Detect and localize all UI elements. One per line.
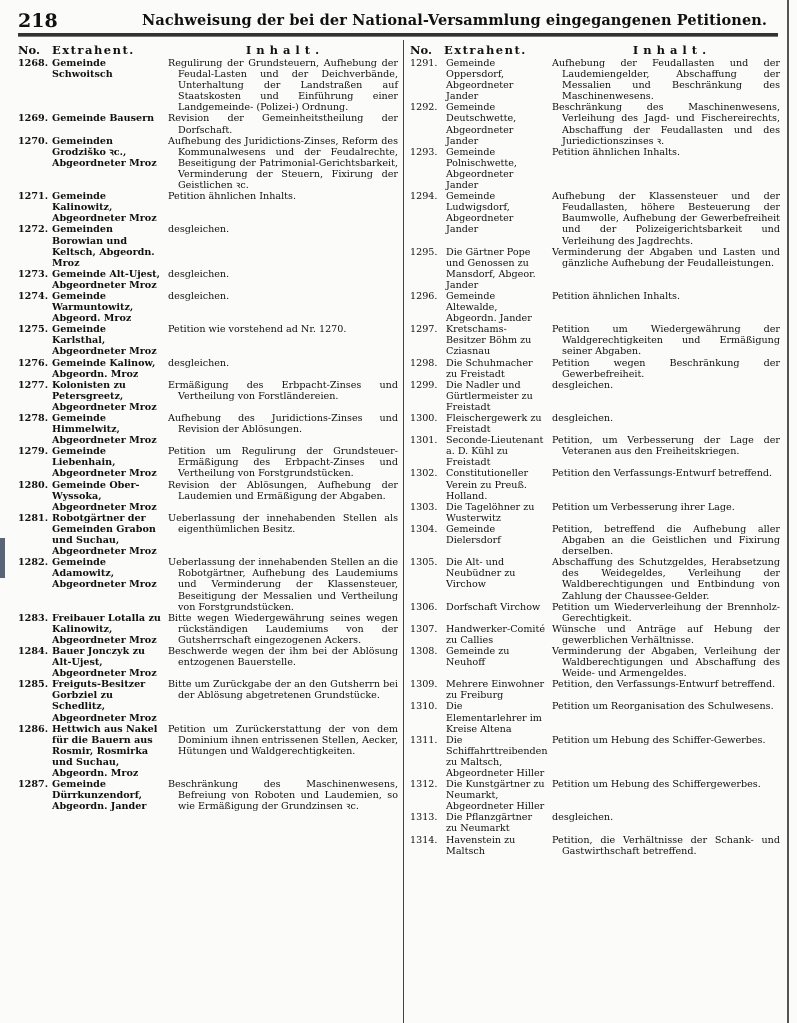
header-inhalt: Inhalt. [245,43,325,57]
entry-extrahent: Die Nadler und Gürtlermeister zu Freistadt [446,379,533,413]
entry-number: 1314. [410,834,438,846]
entry-number: 1297. [410,324,438,336]
entry-number: 1269. [18,113,49,125]
entry-inhalt: Petition um Wiedergewährung der Waldgerechtigkeiten und Ermäßigung seiner Abgaben. [552,324,780,358]
entry-extrahent: Gemeinde Schwoitsch [52,58,113,81]
table-row [18,557,398,612]
entry-inhalt: Petition wegen Beschränkung der Gewerbefreiheit. [552,357,780,380]
entry-number: 1313. [410,812,438,824]
entry-extrahent: Die Elementarlehrer im Kreise Altena [446,701,542,735]
entry-number: 1303. [410,501,438,513]
entry-inhalt: Petition um Regulirung der Grundsteuer-Ermäßigung des Erbpacht-Zinses und Vertheilung von Forstgrundstücken. [168,446,398,480]
right-border [787,0,789,1023]
entry-inhalt: Petition ähnlichen Inhalts. [552,146,680,158]
entry-number: 1312. [410,779,438,791]
entry-inhalt: Verminderung der Abgaben, Verleihung der Waldberechtigungen und Abschaffung des Weide- und Armengeldes. [552,645,780,680]
entry-extrahent: Gemeinde Ober-Wyssoka, Abgeordneter Mroz [52,479,157,513]
entry-extrahent: Gemeinde Polnischwette, Abgeordneter Jander [446,146,517,192]
page-title: Nachweisung der bei der National-Versammlung eingegangenen Petitionen. [142,12,768,29]
table-row [18,191,398,224]
entry-extrahent: Gemeinden Grodziško ꝛc., Abgeordneter Mroz [52,135,157,169]
entry-extrahent: Gemeinde Dürrkunzendorf, Abgeordn. Jander [52,779,147,813]
column-divider [403,40,404,1023]
entry-extrahent: Gemeinde Bausern [52,113,155,125]
entry-extrahent: Gemeinde Dielersdorf [446,523,501,547]
table-row [18,291,398,324]
table-row [410,291,780,324]
table-row [18,446,398,479]
entry-number: 1294. [410,191,438,203]
entry-number: 1287. [18,779,49,791]
entry-number: 1268. [18,58,49,69]
table-row [410,247,780,291]
entry-inhalt: Petition um Reorganisation des Schulwesens. [552,701,774,713]
entry-inhalt: Aufhebung der Klassensteuer und der Feudallasten, höhere Besteuerung der Baumwolle, Aufhebung der Gewerbefreiheit und der Polizeigerichtsbarkeit und Verleihung des Jagdrechts. [552,191,780,247]
entry-number: 1281. [18,512,49,524]
table-row [18,413,398,446]
entry-inhalt: desgleichen. [168,290,230,302]
table-row [18,646,398,679]
table-row [18,324,398,357]
entry-inhalt: desgleichen. [552,812,614,824]
table-row [18,113,398,135]
entry-extrahent: Fleischergewerk zu Freistadt [446,413,542,436]
table-row [18,679,398,723]
entry-number: 1275. [18,324,49,336]
entry-inhalt: Regulirung der Grundsteuern, Aufhebung der Feudal-Lasten und der Deichverbände, Unterhaltung der Landstraßen auf Staatskosten und Einführung einer Landgemeinde- (Polizei-) Ordnung. [168,58,398,114]
entry-inhalt: Petition, betreffend die Aufhebung aller Abgaben an die Geistlichen und Fixirung derselben. [552,523,780,558]
table-row [18,724,398,779]
entry-inhalt: Revision der Gemeinheitstheilung der Dorfschaft. [168,113,398,136]
entry-number: 1280. [18,479,49,491]
entry-inhalt: Petition um Hebung des Schiffergewerbes. [552,779,761,791]
entry-number: 1295. [410,246,438,258]
table-row [18,380,398,413]
entry-inhalt: desgleichen. [552,413,614,424]
entry-extrahent: Constitutioneller Verein zu Preuß. Holland. [446,468,529,502]
entry-number: 1296. [410,290,438,302]
table-row [18,358,398,380]
entry-number: 1299. [410,379,438,391]
entry-number: 1308. [410,645,438,657]
table-row [410,102,780,146]
entry-extrahent: Gemeinde Adamowitz, Abgeordneter Mroz [52,557,157,591]
left-edge-mark [0,538,5,578]
entry-number: 1306. [410,601,438,613]
table-row [18,513,398,557]
entry-inhalt: Aufhebung des Juridictions-Zinses und Revision der Ablösungen. [168,413,398,436]
table-row [18,224,398,268]
table-row [410,468,780,501]
entry-number: 1273. [18,268,49,280]
entry-inhalt: desgleichen. [168,268,230,280]
header-no: No. [18,43,40,57]
table-row [18,480,398,513]
entry-extrahent: Bauer Jonczyk zu Alt-Ujest, Abgeordneter Mroz [52,645,157,680]
table-row [410,646,780,679]
entry-inhalt: Petition ähnlichen Inhalts. [168,191,296,203]
table-row [410,624,780,646]
entry-number: 1310. [410,701,438,713]
table-row [410,413,780,435]
entry-extrahent: Kolonisten zu Petersgreetz, Abgeordneter Mroz [52,379,157,413]
table-header [18,43,398,58]
entry-number: 1292. [410,102,438,114]
entry-inhalt: Petition um Wiederverleihung der Brennholz-Gerechtigkeit. [552,601,780,624]
entry-inhalt: Ermäßigung des Erbpacht-Zinses und Vertheilung von Forstländereien. [168,379,398,402]
entry-number: 1291. [410,58,438,69]
entry-inhalt: Petition den Verfassungs-Entwurf betreffend. [552,468,773,480]
table-row [410,324,780,357]
entry-number: 1301. [410,435,438,447]
entry-extrahent: Gemeinde Oppersdorf, Abgeordneter Jander [446,58,514,103]
entry-inhalt: Bitte um Zurückgabe der an den Gutsherrn bei der Ablösung abgetretenen Grundstücke. [168,679,398,702]
entry-inhalt: desgleichen. [168,224,230,236]
entry-number: 1282. [18,557,49,569]
table-row [18,269,398,291]
table-row [410,435,780,468]
entry-extrahent: Gemeinde Ludwigsdorf, Abgeordneter Jander [446,191,514,236]
table-row [410,502,780,524]
table-row [18,58,398,113]
entry-extrahent: Gemeinde Karlsthal, Abgeordneter Mroz [52,324,157,358]
entry-inhalt: Abschaffung des Schutzgeldes, Herabsetzung des Weidegeldes, Verleihung der Waldberechtigungen und Entbindung von Zahlung der Chaussee-Gelder. [552,557,780,602]
entry-inhalt: Beschränkung des Maschinenwesens, Verleihung des Jagd- und Fischereirechts, Abschaffung der Feudallasten und des Juriedictionszinses ꝛ. [552,102,780,147]
table-row [410,835,780,857]
entry-extrahent: Gemeinde zu Neuhoff [446,645,510,669]
entry-number: 1272. [18,224,49,236]
entry-extrahent: Gemeinde Warmuntowitz, Abgeord. Mroz [52,290,134,325]
entry-extrahent: Die Gärtner Pope und Genossen zu Mansdorf, Abgeor. Jander [446,246,536,291]
table-row [410,602,780,624]
entry-inhalt: Revision der Ablösungen, Aufhebung der Laudemien und Ermäßigung der Abgaben. [168,479,398,502]
entry-extrahent: Die Schuhmacher zu Freistadt [446,357,533,380]
entry-inhalt: Verminderung der Abgaben und Lasten und gänzliche Aufhebung der Feudalleistungen. [552,246,780,269]
entry-extrahent: Gemeinde Altewalde, Abgeordn. Jander [446,290,532,325]
entry-number: 1277. [18,379,49,391]
entry-extrahent: Gemeinde Kalinow, Abgeordn. Mroz [52,357,156,380]
entry-number: 1278. [18,413,49,424]
entry-number: 1305. [410,557,438,569]
entry-number: 1285. [18,679,49,691]
header-extrahent: Extrahent. [444,43,527,57]
table-row [410,779,780,812]
entry-number: 1279. [18,446,49,458]
page-number: 218 [18,10,58,32]
table-row [410,701,780,734]
entry-number: 1311. [410,734,438,746]
table-row [410,557,780,601]
entry-extrahent: Handwerker-Comité zu Callies [446,623,546,646]
entry-inhalt: Beschränkung des Maschinenwesens, Befreiung von Roboten und Laudemien, so wie Ermäßigung der Grundzinsen ꝛc. [168,779,398,813]
entry-number: 1309. [410,679,438,691]
entry-number: 1298. [410,357,438,369]
entry-extrahent: Gemeinden Borowian und Keltsch, Abgeordn. Mroz [52,224,155,269]
entry-extrahent: Gemeinde Alt-Ujest, Abgeordneter Mroz [52,268,160,291]
entry-extrahent: Freiguts-Besitzer Gorbziel zu Schedlitz, Abgeordneter Mroz [52,679,157,724]
table-row [410,380,780,413]
entry-inhalt: Bitte wegen Wiedergewährung seines wegen rückständigen Laudemiums von der Gutsherrschaft eingezogenen Ackers. [168,612,398,646]
table-row [410,58,780,102]
entry-inhalt: Petition um Hebung des Schiffer-Gewerbes. [552,734,766,746]
header-inhalt: Inhalt. [632,43,712,57]
table-row [410,679,780,701]
entry-inhalt: Aufhebung des Juridictions-Zinses, Reform des Kommunalwesens und der Feudalrechte, Beseitigung der Patrimonial-Gerichtsbarkeit, Verminderung der Steuern, Fixirung der Geistlichen ꝛc. [168,135,398,192]
entry-number: 1302. [410,468,438,480]
entry-inhalt: desgleichen. [168,357,230,369]
table-row [18,136,398,191]
entry-inhalt: Wünsche und Anträge auf Hebung der gewerblichen Verhältnisse. [552,623,780,646]
entry-number: 1304. [410,523,438,535]
entry-extrahent: Gemeinde Deutschwette, Abgeordneter Jander [446,102,517,147]
entry-number: 1274. [18,290,49,302]
entry-inhalt: Ueberlassung der innehabenden Stellen als eigenthümlichen Besitz. [168,512,398,535]
header-no: No. [410,43,432,57]
entry-number: 1307. [410,623,438,635]
entry-extrahent: Dorfschaft Virchow [446,601,541,613]
table-row [410,735,780,779]
entry-inhalt: Petition um Verbesserung ihrer Lage. [552,501,735,513]
entry-inhalt: Petition, den Verfassungs-Entwurf betreffend. [552,679,776,691]
entry-number: 1283. [18,612,49,624]
header-extrahent: Extrahent. [52,43,135,57]
entry-extrahent: Die Schiffahrttreibenden zu Maltsch, Abgeordneter Hiller [446,734,548,779]
entry-number: 1293. [410,146,438,158]
left-entries [18,58,398,812]
entry-number: 1300. [410,413,438,424]
table-row [18,779,398,812]
right-column [410,43,780,857]
entry-extrahent: Die Tagelöhner zu Wusterwitz [446,501,535,524]
entry-inhalt: Petition wie vorstehend ad Nr. 1270. [168,324,347,336]
header-rule [18,33,778,37]
table-row [410,812,780,834]
left-column [18,43,398,812]
entry-extrahent: Seconde-Lieutenant a. D. Kühl zu Freistadt [446,435,544,469]
entry-extrahent: Robotgärtner der Gemeinden Grabon und Suchau, Abgeordneter Mroz [52,512,157,558]
table-row [410,191,780,246]
entry-inhalt: Petition, die Verhältnisse der Schank- und Gastwirthschaft betreffend. [552,834,780,857]
entry-inhalt: desgleichen. [552,379,614,391]
entry-extrahent: Mehrere Einwohner zu Freiburg [446,679,545,702]
entry-number: 1270. [18,135,49,147]
entry-extrahent: Die Kunstgärtner zu Neumarkt, Abgeordneter Hiller [446,779,545,813]
entry-extrahent: Gemeinde Kalinowitz, Abgeordneter Mroz [52,191,157,225]
entry-extrahent: Kretschams-Besitzer Böhm zu Cziasnau [446,324,532,358]
entry-number: 1271. [18,191,49,203]
entry-extrahent: Hettwich aus Nakel für die Bauern aus Rosmir, Rosmirka und Suchau, Abgeordn. Mroz [52,723,158,779]
entry-number: 1284. [18,645,49,657]
table-row [410,358,780,380]
table-row [410,524,780,557]
entry-inhalt: Beschwerde wegen der ihm bei der Ablösung entzogenen Bauerstelle. [168,645,398,669]
entry-extrahent: Havenstein zu Maltsch [446,834,516,857]
entry-extrahent: Die Alt- und Neubüdner zu Virchow [446,557,516,591]
entry-inhalt: Aufhebung der Feudallasten und der Laudemiengelder, Abschaffung der Messalien und Beschränkung des Maschinenwesens. [552,58,780,103]
entry-inhalt: Ueberlassung der innehabenden Stellen an die Robotgärtner, Aufhebung des Laudemiums und Verminderung der Klassensteuer, Beseitigung der Messalien und Vertheilung von Forstgrundstücken. [168,557,398,613]
right-entries [410,58,780,857]
entry-extrahent: Gemeinde Himmelwitz, Abgeordneter Mroz [52,413,157,447]
entry-number: 1286. [18,723,49,735]
page-header [18,6,780,34]
entry-extrahent: Freibauer Lotalla zu Kalinowitz, Abgeordneter Mroz [52,612,161,646]
entry-extrahent: Gemeinde Liebenhain, Abgeordneter Mroz [52,446,157,480]
entry-inhalt: Petition ähnlichen Inhalts. [552,290,680,302]
table-row [18,613,398,646]
entry-extrahent: Die Pflanzgärtner zu Neumarkt [446,812,533,835]
entry-inhalt: Petition um Zurückerstattung der von dem Dominium ihnen entrissenen Stellen, Aecker, Hütungen und Waldgerechtigkeiten. [168,723,398,757]
entry-number: 1276. [18,357,49,369]
table-row [410,147,780,191]
entry-inhalt: Petition, um Verbesserung der Lage der Veteranen aus den Freiheitskriegen. [552,435,780,458]
table-header [410,43,780,58]
